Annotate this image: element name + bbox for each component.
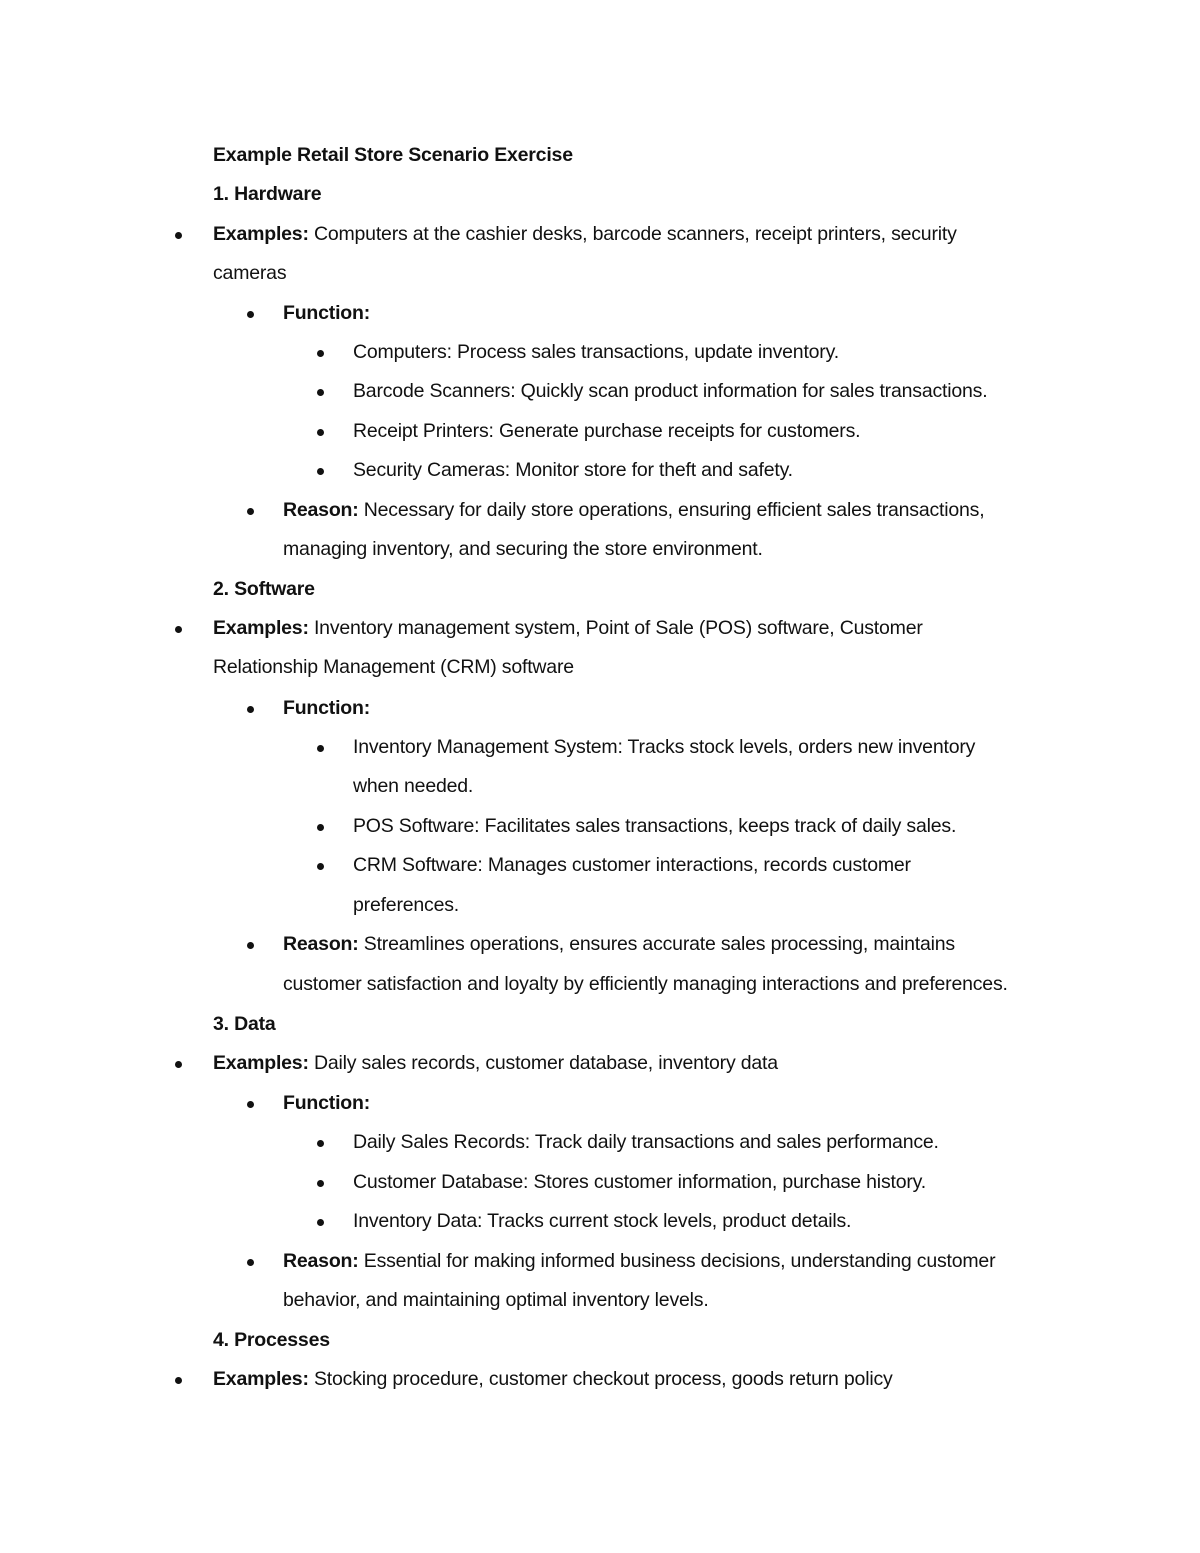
bullet bbox=[247, 1259, 254, 1266]
list-item: POS Software: Facilitates sales transactions, keeps track of daily sales. bbox=[353, 815, 957, 837]
list-item: Security Cameras: Monitor store for theft and safety. bbox=[353, 459, 793, 481]
document-title: Example Retail Store Scenario Exercise bbox=[213, 144, 573, 166]
bullet bbox=[317, 468, 324, 475]
bullet bbox=[175, 626, 182, 633]
bullet bbox=[247, 311, 254, 318]
bullet bbox=[317, 745, 324, 752]
bullet bbox=[317, 1180, 324, 1187]
examples-label: Examples: bbox=[213, 1052, 309, 1074]
bullet bbox=[247, 508, 254, 515]
data-function-label: Function: bbox=[283, 1092, 371, 1114]
list-item: Inventory Data: Tracks current stock levels, product details. bbox=[353, 1210, 852, 1232]
hardware-examples bbox=[213, 222, 957, 246]
examples-label: Examples: bbox=[213, 1368, 309, 1390]
reason-text: Necessary for daily store operations, ensuring efficient sales transactions, bbox=[363, 499, 985, 521]
software-reason bbox=[283, 932, 955, 956]
data-reason bbox=[283, 1249, 995, 1273]
data-reason-continued: behavior, and maintaining optimal inventory levels. bbox=[283, 1289, 709, 1311]
list-item: Receipt Printers: Generate purchase receipts for customers. bbox=[353, 420, 861, 442]
list-item-continued: when needed. bbox=[353, 775, 474, 797]
list-item: Computers: Process sales transactions, update inventory. bbox=[353, 341, 839, 363]
reason-label: Reason: bbox=[283, 499, 359, 521]
examples-text: Daily sales records, customer database, inventory data bbox=[313, 1052, 778, 1074]
bullet bbox=[317, 824, 324, 831]
bullet bbox=[247, 1101, 254, 1108]
data-examples bbox=[213, 1051, 778, 1075]
bullet bbox=[317, 389, 324, 396]
bullet bbox=[247, 942, 254, 949]
software-function-label: Function: bbox=[283, 697, 371, 719]
bullet bbox=[317, 429, 324, 436]
hardware-reason-continued: managing inventory, and securing the store environment. bbox=[283, 538, 763, 560]
reason-label: Reason: bbox=[283, 933, 359, 955]
bullet bbox=[317, 350, 324, 357]
list-item: Barcode Scanners: Quickly scan product information for sales transactions. bbox=[353, 380, 988, 402]
reason-label: Reason: bbox=[283, 1250, 359, 1272]
software-reason-continued: customer satisfaction and loyalty by efficiently managing interactions and preferences. bbox=[283, 973, 1008, 995]
list-item: CRM Software: Manages customer interactions, records customer bbox=[353, 854, 911, 876]
list-item-continued: preferences. bbox=[353, 894, 459, 916]
software-examples-continued: Relationship Management (CRM) software bbox=[213, 656, 574, 678]
list-item: Customer Database: Stores customer information, purchase history. bbox=[353, 1171, 926, 1193]
examples-label: Examples: bbox=[213, 617, 309, 639]
bullet bbox=[175, 1377, 182, 1384]
section-heading-hardware: 1. Hardware bbox=[213, 183, 322, 205]
reason-text: Streamlines operations, ensures accurate sales processing, maintains bbox=[363, 933, 955, 955]
processes-examples bbox=[213, 1367, 893, 1391]
bullet bbox=[247, 706, 254, 713]
bullet bbox=[175, 1061, 182, 1068]
section-heading-software: 2. Software bbox=[213, 578, 315, 600]
hardware-reason bbox=[283, 498, 984, 522]
hardware-function-label: Function: bbox=[283, 302, 371, 324]
examples-label: Examples: bbox=[213, 223, 309, 245]
hardware-examples-continued: cameras bbox=[213, 262, 287, 284]
bullet bbox=[317, 1140, 324, 1147]
bullet bbox=[175, 232, 182, 239]
examples-text: Stocking procedure, customer checkout process, goods return policy bbox=[313, 1368, 893, 1390]
examples-text: Inventory management system, Point of Sale (POS) software, Customer bbox=[313, 617, 923, 639]
section-heading-data: 3. Data bbox=[213, 1013, 276, 1035]
examples-text: Computers at the cashier desks, barcode scanners, receipt printers, security bbox=[313, 223, 957, 245]
bullet bbox=[317, 1219, 324, 1226]
reason-text: Essential for making informed business decisions, understanding customer bbox=[363, 1250, 996, 1272]
section-heading-processes: 4. Processes bbox=[213, 1329, 330, 1351]
bullet bbox=[317, 863, 324, 870]
list-item: Inventory Management System: Tracks stock levels, orders new inventory bbox=[353, 736, 976, 758]
list-item: Daily Sales Records: Track daily transactions and sales performance. bbox=[353, 1131, 939, 1153]
software-examples bbox=[213, 616, 923, 640]
